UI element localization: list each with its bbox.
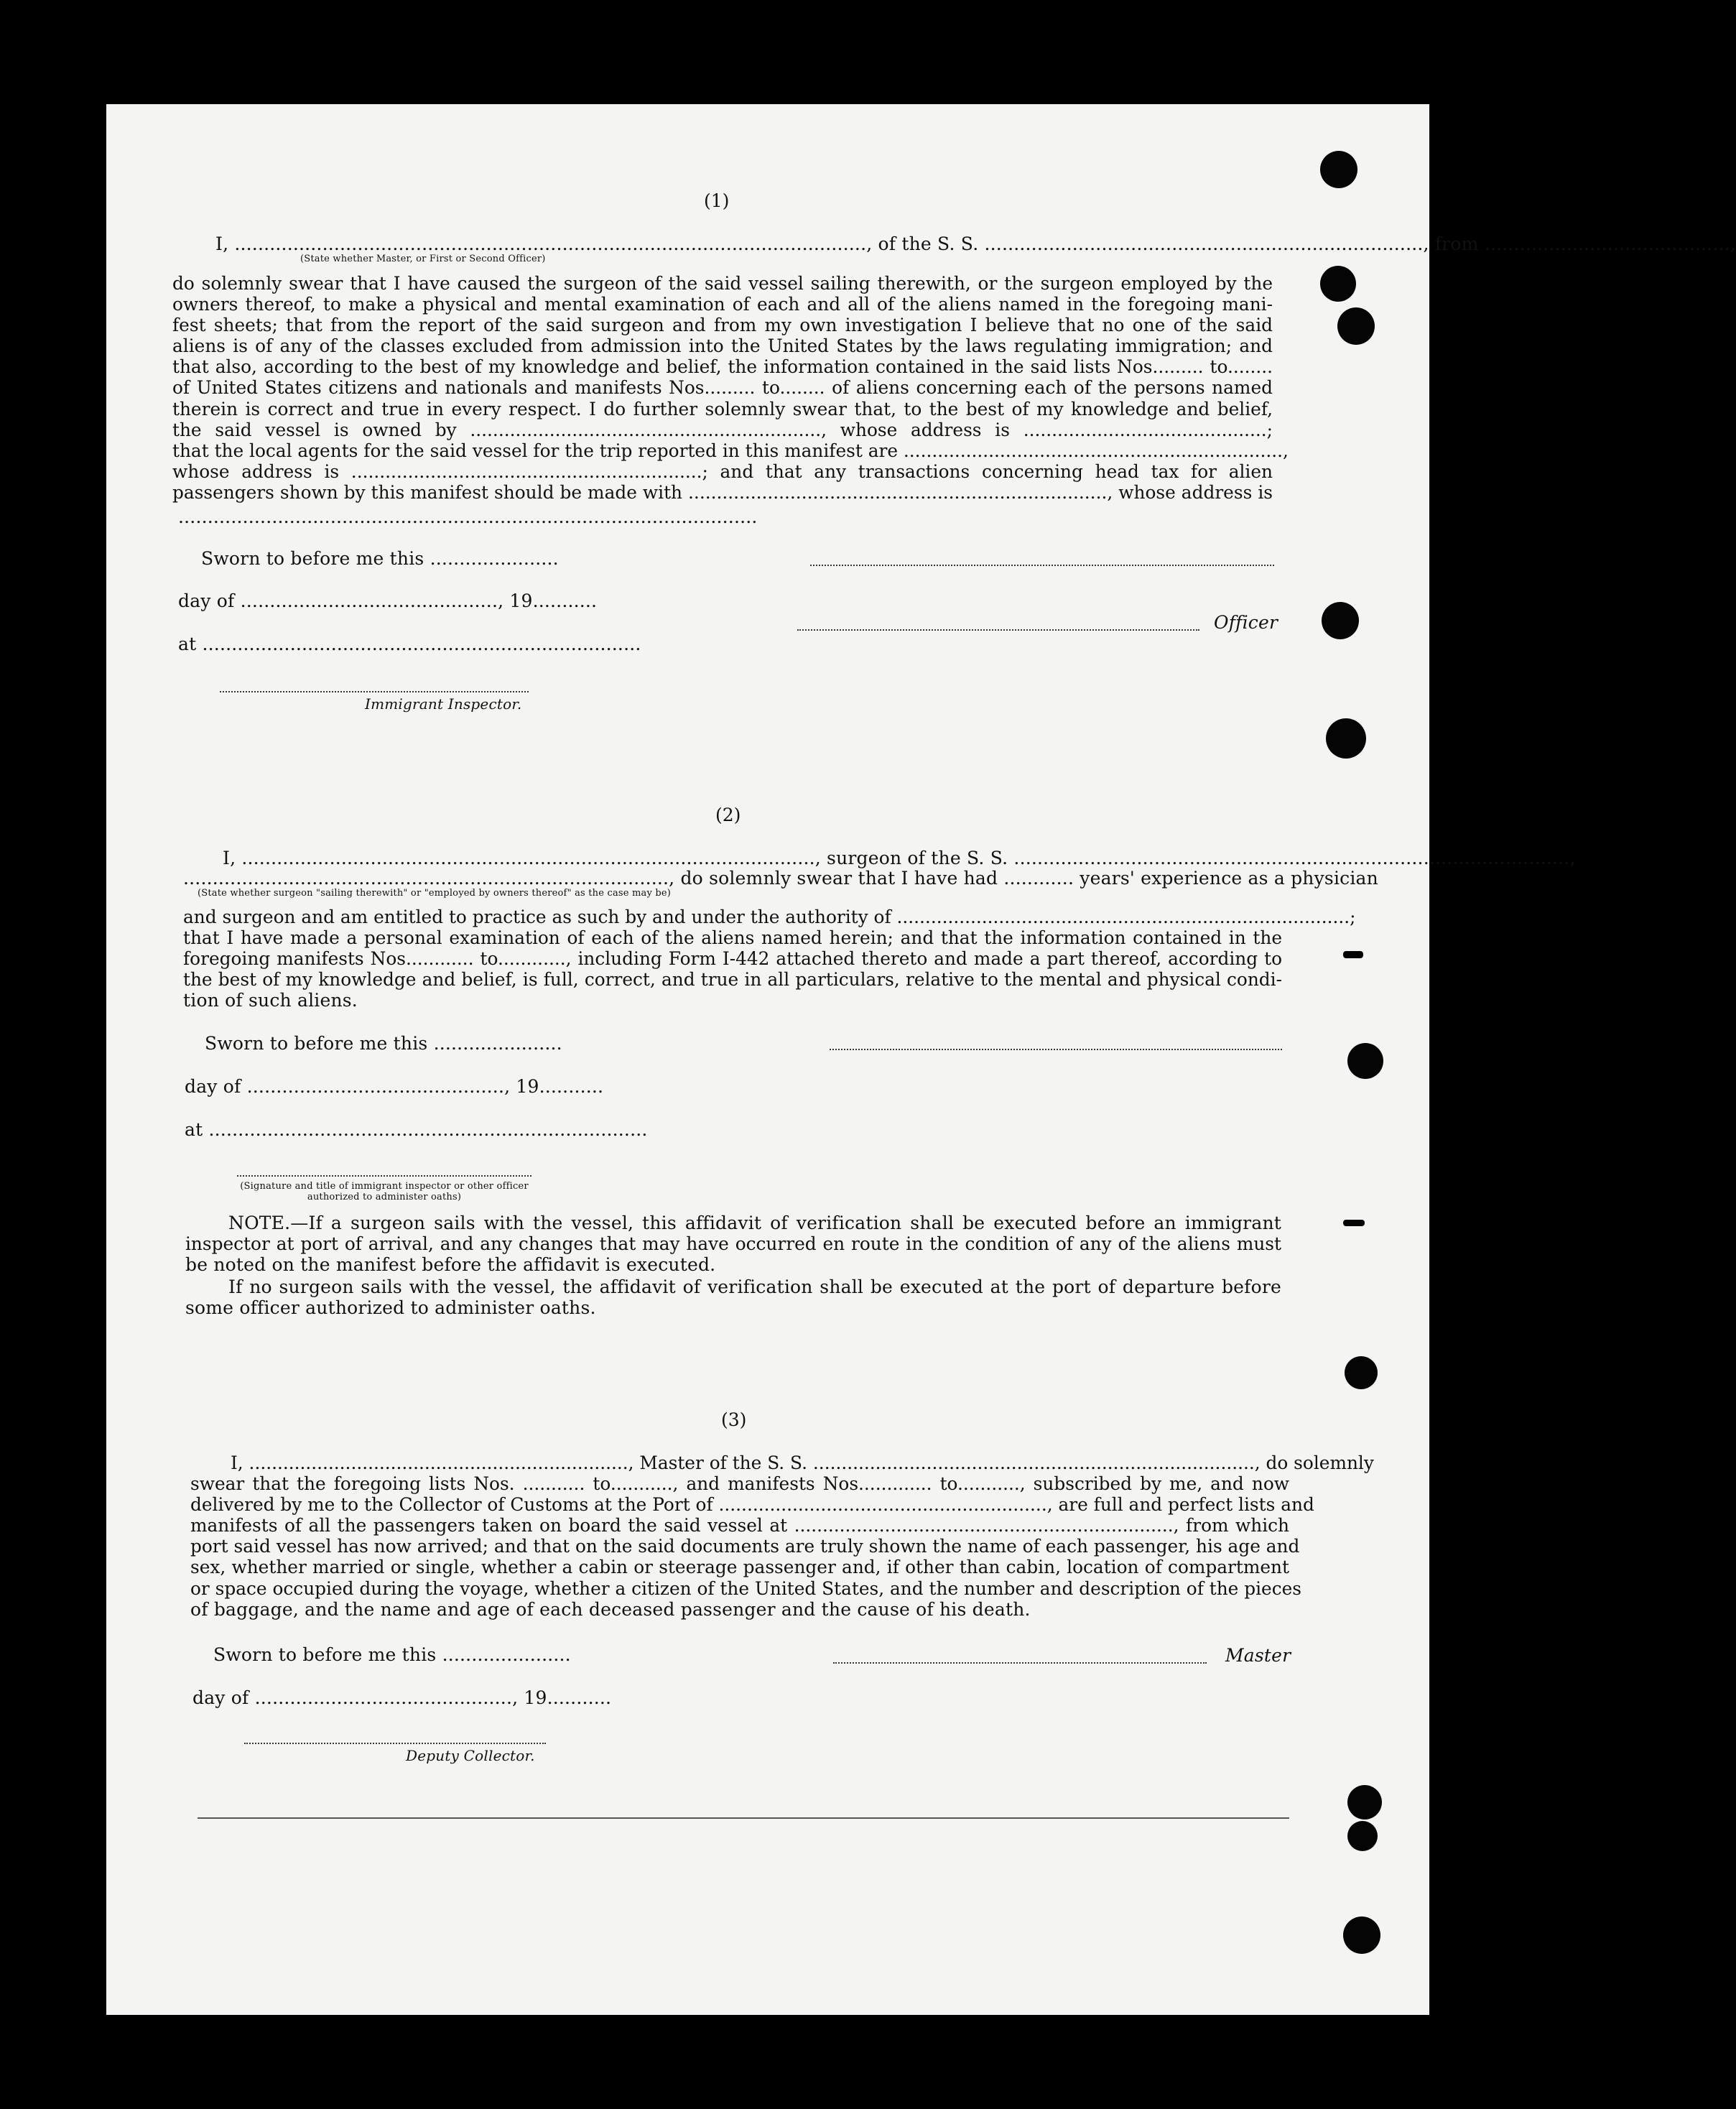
section-1-at: at ........................................................................... (178, 634, 641, 654)
paragraph-line: of United States citizens and nationals and manifests Nos......... to........ of aliens concerning each of the persons named (172, 377, 1273, 399)
paragraph-line: that the local agents for the said vessel for the trip reported in this manifest are ..................................................................., (172, 440, 1289, 461)
section-2-surgeon-note: (State whether surgeon "sailing therewith" or "employed by owners thereof" as the case may be) (198, 888, 672, 899)
paragraph-line: and surgeon and am entitled to practice as such by and under the authority of ................................................................................; (183, 907, 1356, 927)
binder-hole (1322, 602, 1359, 639)
section-2-signature-line (830, 1049, 1282, 1050)
paragraph-line: sex, whether married or single, whether a cabin or steerage passenger and, if other than cabin, location of compartment (190, 1557, 1289, 1578)
section-2-note-end: be noted on the manifest before the affidavit is executed. (185, 1254, 716, 1275)
paragraph-line: foregoing manifests Nos............ to............, including Form I-442 attached thereto and made a part thereof, according to (183, 948, 1282, 970)
note-text: —If a surgeon sails with the vessel, this affidavit of verification shall be executed before an immigrant (290, 1213, 1281, 1233)
paragraph-line: swear that the foregoing lists Nos. ........... to..........., and manifests Nos............. to..........., subscribed by me, and now (190, 1473, 1289, 1495)
binder-mark (1343, 1220, 1365, 1226)
section-2-at: at ........................................................................... (185, 1119, 648, 1140)
binder-hole (1343, 1916, 1380, 1954)
binder-hole (1326, 718, 1366, 759)
paragraph-line: I, ..................................................................., Master of the S. S. .............................................................................., do solemnly (231, 1452, 1374, 1473)
section-1-inspector-line (220, 691, 529, 692)
paragraph-line: that also, according to the best of my knowledge and belief, the information contained in the said lists Nos......... to........ (172, 356, 1273, 378)
section-1-officer-line (797, 629, 1199, 631)
section-1-number: (1) (704, 190, 730, 211)
paragraph-line: fest sheets; that from the report of the said surgeon and from my own investigation I believe that no one of the said (172, 315, 1273, 336)
paragraph-line: whose address is ..............................................................; and that any transactions concerning head tax for alien (172, 460, 1273, 482)
paragraph-line: therein is correct and true in every respect. I do further solemnly swear that, to the best of my knowledge and belief, (172, 398, 1273, 420)
binder-hole (1345, 1356, 1378, 1389)
binder-hole (1320, 266, 1356, 302)
binder-hole (1347, 1043, 1383, 1079)
paragraph-line: manifests of all the passengers taken on board the said vessel at ..................................................................., from which (190, 1515, 1289, 1536)
paragraph-line: the best of my knowledge and belief, is full, correct, and true in all particulars, relative to the mental and physical condi- (183, 969, 1282, 991)
section-2-number: (2) (715, 805, 741, 825)
paragraph-line: delivered by me to the Collector of Customs at the Port of .........................................................., are full and perfect lists and (190, 1494, 1314, 1516)
binder-hole (1337, 307, 1375, 345)
bottom-rule (198, 1817, 1289, 1819)
section-3-paragraph-end: of baggage, and the name and age of each deceased passenger and the cause of his death. (190, 1599, 1031, 1620)
section-3-collector-line (244, 1743, 546, 1744)
paragraph-line: or space occupied during the voyage, whether a citizen of the United States, and the number and description of the pieces (190, 1577, 1302, 1599)
section-1-paragraph (172, 273, 1289, 503)
section-3-number: (3) (721, 1409, 747, 1430)
section-2-paragraph-end: tion of such aliens. (183, 990, 358, 1011)
section-2-signature-note: (Signature and title of immigrant inspector or other officer authorized to administer oaths) (240, 1181, 529, 1202)
paragraph-line: passengers shown by this manifest should be made with .........................................................................., whose address is (172, 481, 1273, 503)
section-2-note2-end: some officer authorized to administer oaths. (185, 1297, 596, 1318)
binder-mark (1343, 951, 1363, 958)
section-2-paragraph (183, 907, 1356, 991)
section-3-collector-label: Deputy Collector. (406, 1747, 535, 1764)
section-2-day-of: day of ............................................, 19........... (185, 1076, 604, 1097)
section-1-inspector-label: Immigrant Inspector. (365, 695, 522, 713)
section-3-sworn-line: Sworn to before me this ...................... (213, 1644, 571, 1665)
section-1-officer-label: Officer (1214, 612, 1278, 633)
binder-hole (1347, 1785, 1382, 1820)
section-2-first-line: I, .................................................................................................., surgeon of the S. S. ..............................................................................................., (223, 848, 1576, 868)
note-heading: NOTE. (228, 1213, 291, 1233)
section-1-officer-note: (State whether Master, or First or Second Officer) (300, 254, 546, 264)
section-2-note-line (228, 1213, 1281, 1233)
section-1-signature-line (810, 565, 1274, 566)
paragraph-line: aliens is of any of the classes excluded from admission into the United States by the laws regulating immigration; and (172, 335, 1273, 357)
note-line: inspector at port of arrival, and any changes that may have occurred en route in the condition of any of the aliens must (185, 1233, 1281, 1254)
section-1-first-line: I, ............................................................................................................, of the S. S. ..........................................................................., from .........................................., (215, 233, 1736, 254)
section-3-master-label: Master (1225, 1645, 1291, 1666)
section-3-paragraph (190, 1452, 1374, 1599)
section-2-second-line: ..................................................................................., do solemnly swear that I have had ............ years' experience as a physician (183, 868, 1378, 889)
section-2-note2-line: If no surgeon sails with the vessel, the affidavit of verification shall be executed at the port of departure before (228, 1276, 1281, 1297)
section-1-trailing-dots: ................................................................................................... (178, 506, 758, 527)
section-3-day-of: day of ............................................, 19........... (192, 1687, 612, 1708)
section-2-sworn-line: Sworn to before me this ...................... (205, 1033, 562, 1054)
paragraph-line: port said vessel has now arrived; and that on the said documents are truly shown the name of each passenger, his age and (190, 1536, 1300, 1557)
paragraph-line: do solemnly swear that I have caused the surgeon of the said vessel sailing therewith, or the surgeon employed by the (172, 273, 1273, 294)
paragraph-line: the said vessel is owned by .............................................................., whose address is ...........................................; (172, 419, 1273, 440)
section-1-day-of: day of ............................................, 19........... (178, 590, 598, 611)
paragraph-line: owners thereof, to make a physical and mental examination of each and all of the aliens named in the foregoing mani- (172, 294, 1273, 315)
section-1-sworn-line: Sworn to before me this ...................... (201, 548, 559, 569)
section-2-inspector-line (237, 1175, 532, 1177)
binder-hole (1347, 1821, 1378, 1851)
binder-hole (1320, 151, 1357, 188)
paragraph-line: that I have made a personal examination of each of the aliens named herein; and that the information contained in the (183, 927, 1282, 949)
section-3-master-line (833, 1662, 1207, 1664)
section-2-note (185, 1233, 1281, 1254)
